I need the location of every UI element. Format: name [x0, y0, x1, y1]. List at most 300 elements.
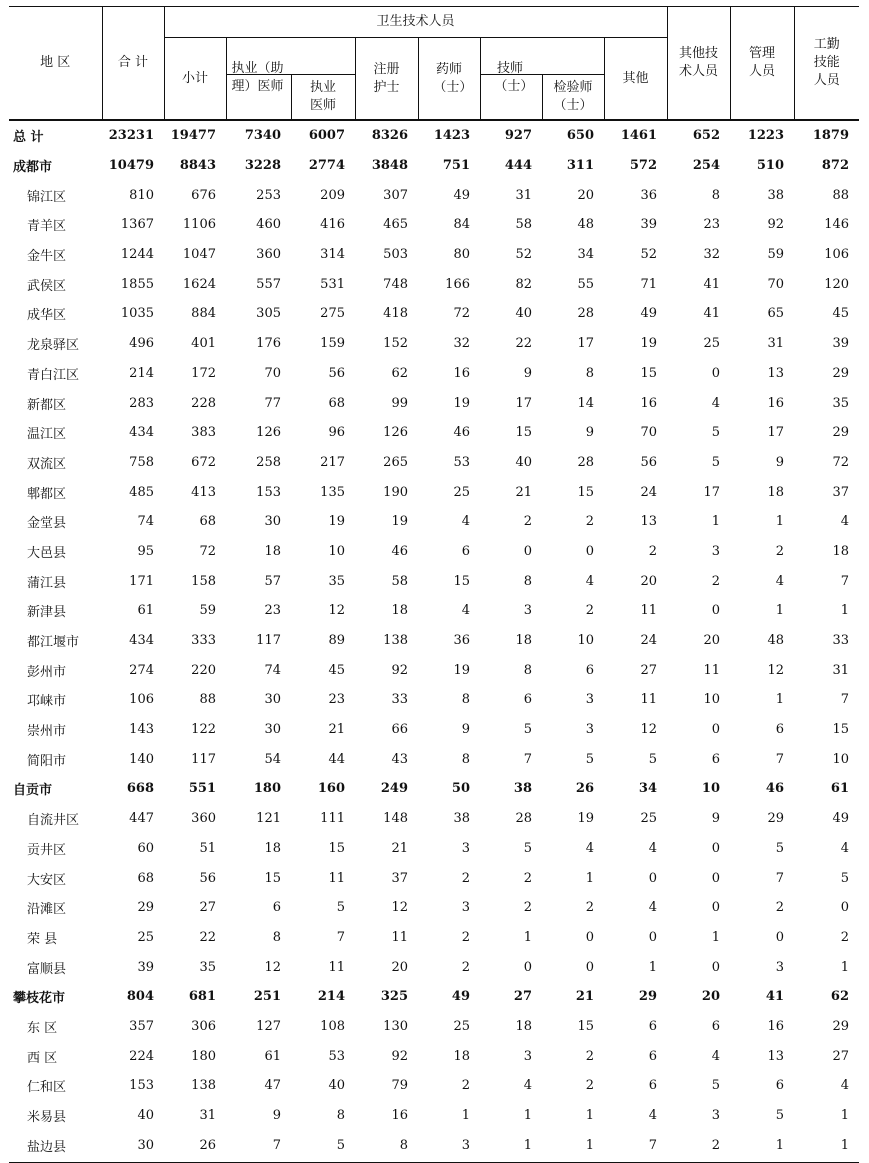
- table-cell: 7: [775, 870, 785, 886]
- table-cell: 10: [577, 633, 594, 649]
- table-cell: 2: [585, 900, 594, 916]
- table-cell: 6: [775, 1078, 785, 1094]
- table-cell: 6: [461, 543, 470, 559]
- table-cell: 5: [523, 722, 532, 738]
- table-cell: 8: [272, 929, 281, 945]
- table-row: [9, 863, 859, 893]
- table-cell: 16: [767, 395, 785, 411]
- table-cell: 3: [461, 840, 470, 856]
- table-cell: 9: [711, 811, 721, 827]
- table-cell: 140: [129, 751, 154, 767]
- table-cell: 29: [767, 811, 785, 827]
- table-cell: 12: [391, 900, 408, 916]
- table-cell: 29: [137, 900, 154, 916]
- table-cell: 413: [191, 484, 216, 500]
- table-body: [9, 120, 859, 1160]
- table-cell: 17: [577, 336, 594, 352]
- header-manager: 管理人员: [730, 7, 794, 120]
- header-nurse: 注册护士: [355, 38, 418, 121]
- table-cell: 8: [399, 1137, 408, 1153]
- table-cell: 6: [775, 722, 785, 738]
- table-cell: 4: [648, 840, 658, 856]
- table-cell: 0: [585, 929, 594, 945]
- region-name: 双流区: [27, 456, 67, 472]
- table-cell: 927: [504, 128, 532, 144]
- table-row: [9, 744, 859, 774]
- table-cell: 1: [585, 1137, 594, 1153]
- header-other: 其他: [604, 38, 667, 121]
- table-cell: 74: [137, 514, 154, 530]
- table-cell: 8: [336, 1108, 345, 1124]
- table-cell: 35: [328, 573, 345, 589]
- region-name: 青白江区: [27, 367, 80, 383]
- table-cell: 24: [640, 484, 658, 500]
- table-cell: 214: [129, 365, 154, 381]
- table-cell: 3: [461, 900, 470, 916]
- table-row: [9, 537, 859, 567]
- table-cell: 360: [191, 811, 216, 827]
- table-cell: 1: [775, 692, 785, 708]
- table-cell: 6007: [308, 128, 345, 144]
- table-cell: 21: [515, 484, 532, 500]
- table-cell: 10: [701, 781, 721, 797]
- table-cell: 74: [264, 662, 281, 678]
- table-row: [9, 596, 859, 626]
- table-cell: 17: [515, 395, 532, 411]
- table-cell: 22: [199, 929, 216, 945]
- region-name: 盐边县: [27, 1139, 67, 1155]
- table-cell: 681: [188, 989, 216, 1005]
- table-cell: 68: [328, 395, 345, 411]
- table-cell: 4: [585, 573, 594, 589]
- table-row: [9, 655, 859, 685]
- table-cell: 23: [328, 692, 345, 708]
- table-cell: 0: [648, 870, 658, 886]
- table-cell: 30: [137, 1137, 154, 1153]
- region-name: 金堂县: [27, 516, 67, 532]
- table-cell: 7: [272, 1137, 281, 1153]
- table-cell: 56: [640, 454, 658, 470]
- table-cell: 34: [638, 781, 658, 797]
- table-cell: 106: [824, 247, 850, 263]
- table-cell: 1: [648, 959, 658, 975]
- table-cell: 25: [703, 336, 721, 352]
- table-cell: 72: [199, 543, 216, 559]
- table-cell: 758: [129, 454, 154, 470]
- table-cell: 9: [585, 425, 594, 441]
- table-cell: 176: [256, 336, 281, 352]
- table-cell: 39: [640, 217, 658, 233]
- table-cell: 49: [453, 187, 470, 203]
- table-cell: 0: [523, 959, 532, 975]
- table-cell: 1461: [620, 128, 658, 144]
- table-cell: 4: [840, 1078, 850, 1094]
- table-cell: 61: [830, 781, 850, 797]
- table-cell: 38: [453, 811, 470, 827]
- table-row: [9, 834, 859, 864]
- table-cell: 19: [640, 336, 658, 352]
- table-cell: 11: [640, 603, 658, 619]
- table-cell: 496: [129, 336, 154, 352]
- region-name: 贡井区: [27, 842, 67, 858]
- table-cell: 383: [191, 425, 216, 441]
- table-cell: 41: [703, 276, 721, 292]
- table-cell: 19: [577, 811, 594, 827]
- table-cell: 10479: [108, 158, 154, 174]
- table-cell: 2774: [308, 158, 345, 174]
- region-name: 都江堰市: [27, 635, 80, 651]
- table-cell: 6: [585, 662, 594, 678]
- table-cell: 45: [328, 662, 345, 678]
- table-cell: 306: [191, 1018, 216, 1034]
- table-cell: 40: [515, 306, 532, 322]
- table-cell: 4: [648, 1108, 658, 1124]
- table-cell: 25: [453, 484, 470, 500]
- table-cell: 3: [711, 543, 721, 559]
- table-cell: 18: [264, 840, 281, 856]
- table-cell: 0: [711, 840, 721, 856]
- table-cell: 2: [648, 543, 658, 559]
- table-cell: 0: [585, 543, 594, 559]
- table-cell: 1223: [747, 128, 785, 144]
- table-cell: 333: [191, 633, 216, 649]
- table-cell: 13: [767, 365, 785, 381]
- table-cell: 47: [264, 1078, 281, 1094]
- region-name: 荣 县: [27, 931, 58, 947]
- table-cell: 31: [515, 187, 532, 203]
- table-cell: 217: [320, 454, 345, 470]
- table-cell: 2: [585, 1078, 594, 1094]
- region-name: 彭州市: [27, 664, 67, 680]
- table-cell: 416: [320, 217, 345, 233]
- table-cell: 126: [383, 425, 408, 441]
- table-cell: 33: [391, 692, 408, 708]
- table-cell: 360: [256, 247, 281, 263]
- table-cell: 18: [515, 1018, 532, 1034]
- table-cell: 138: [191, 1078, 216, 1094]
- table-cell: 265: [383, 454, 408, 470]
- table-cell: 5: [336, 1137, 345, 1153]
- table-cell: 275: [320, 306, 345, 322]
- table-cell: 9: [523, 365, 532, 381]
- table-cell: 32: [453, 336, 470, 352]
- staff-table: [9, 7, 859, 1160]
- table-cell: 5: [775, 840, 785, 856]
- table-row: [9, 893, 859, 923]
- table-cell: 190: [383, 484, 408, 500]
- table-cell: 27: [832, 1048, 850, 1064]
- header-worker: 工勤技能人员: [813, 37, 840, 88]
- table-cell: 6: [711, 1018, 721, 1034]
- header-technician: 技师（士）: [480, 38, 604, 75]
- table-cell: 676: [191, 187, 216, 203]
- table-cell: 2: [711, 573, 721, 589]
- table-cell: 465: [383, 217, 408, 233]
- table-cell: 748: [383, 276, 408, 292]
- table-cell: 274: [129, 662, 154, 678]
- table-cell: 49: [832, 811, 850, 827]
- table-cell: 122: [191, 722, 216, 738]
- region-name: 大邑县: [27, 545, 67, 561]
- region-name: 东 区: [27, 1020, 58, 1036]
- table-cell: 872: [821, 158, 850, 174]
- table-cell: 11: [703, 662, 721, 678]
- table-cell: 1624: [182, 276, 216, 292]
- table-cell: 12: [328, 603, 345, 619]
- table-cell: 21: [391, 840, 408, 856]
- table-cell: 311: [566, 158, 594, 174]
- table-cell: 34: [577, 247, 594, 263]
- header-health-tech: 卫生技术人员: [164, 7, 667, 38]
- table-cell: 6: [523, 692, 532, 708]
- table-cell: 5: [711, 1078, 721, 1094]
- table-cell: 0: [775, 929, 785, 945]
- region-name: 蒲江县: [27, 575, 67, 591]
- table-cell: 38: [513, 781, 532, 797]
- table-row: [9, 982, 859, 1012]
- table-cell: 77: [264, 395, 281, 411]
- table-cell: 11: [391, 929, 408, 945]
- table-cell: 46: [765, 781, 785, 797]
- table-cell: 804: [126, 989, 154, 1005]
- table-row: [9, 448, 859, 478]
- table-cell: 153: [129, 1078, 154, 1094]
- table-cell: 23231: [108, 128, 154, 144]
- table-cell: 159: [320, 336, 345, 352]
- region-name: 武侯区: [27, 278, 67, 294]
- table-cell: 418: [383, 306, 408, 322]
- table-cell: 2: [461, 929, 470, 945]
- table-cell: 4: [648, 900, 658, 916]
- table-cell: 1106: [182, 217, 216, 233]
- table-cell: 38: [767, 187, 785, 203]
- table-cell: 15: [577, 484, 594, 500]
- table-cell: 15: [577, 1018, 594, 1034]
- region-name: 邛崃市: [27, 694, 67, 710]
- table-cell: 2: [775, 900, 785, 916]
- table-cell: 41: [765, 989, 785, 1005]
- table-cell: 0: [523, 543, 532, 559]
- region-name: 沿滩区: [27, 902, 67, 918]
- table-row: [9, 180, 859, 210]
- table-cell: 60: [137, 840, 154, 856]
- table-cell: 2: [585, 603, 594, 619]
- table-cell: 4: [840, 840, 850, 856]
- header-practicing: 执业医师: [291, 75, 355, 121]
- table-cell: 20: [640, 573, 658, 589]
- table-cell: 31: [832, 662, 850, 678]
- table-cell: 18: [832, 543, 850, 559]
- table-row: [9, 1012, 859, 1042]
- table-cell: 2: [585, 1048, 594, 1064]
- table-cell: 146: [824, 217, 850, 233]
- region-name: 青羊区: [27, 219, 67, 235]
- table-cell: 31: [199, 1108, 216, 1124]
- table-cell: 37: [391, 870, 408, 886]
- table-cell: 57: [264, 573, 281, 589]
- table-cell: 37: [832, 484, 850, 500]
- table-cell: 130: [383, 1018, 408, 1034]
- table-cell: 92: [391, 662, 408, 678]
- table-cell: 510: [756, 158, 785, 174]
- table-cell: 2: [840, 929, 850, 945]
- table-cell: 8: [523, 662, 532, 678]
- table-cell: 160: [317, 781, 345, 797]
- table-cell: 29: [832, 425, 850, 441]
- table-cell: 4: [585, 840, 594, 856]
- table-row: [9, 329, 859, 359]
- table-cell: 180: [191, 1048, 216, 1064]
- table-cell: 48: [767, 633, 785, 649]
- table-cell: 53: [328, 1048, 345, 1064]
- table-cell: 8: [523, 573, 532, 589]
- table-cell: 1855: [120, 276, 154, 292]
- table-cell: 3: [461, 1137, 470, 1153]
- table-cell: 68: [137, 870, 154, 886]
- table-cell: 84: [453, 217, 470, 233]
- table-cell: 0: [840, 900, 850, 916]
- table-row: [9, 120, 859, 151]
- table-cell: 1: [711, 929, 721, 945]
- table-cell: 58: [515, 217, 532, 233]
- table-cell: 62: [391, 365, 408, 381]
- region-name: 攀枝花市: [13, 991, 66, 1007]
- table-cell: 108: [320, 1018, 345, 1034]
- region-name: 米易县: [27, 1110, 67, 1126]
- table-cell: 106: [129, 692, 154, 708]
- table-cell: 40: [137, 1108, 154, 1124]
- table-cell: 58: [391, 573, 408, 589]
- table-cell: 258: [256, 454, 281, 470]
- table-cell: 40: [328, 1078, 345, 1094]
- table-cell: 4: [711, 1048, 721, 1064]
- region-name: 成华区: [27, 308, 67, 324]
- table-cell: 126: [256, 425, 281, 441]
- table-cell: 3228: [244, 158, 281, 174]
- table-cell: 92: [767, 217, 785, 233]
- table-cell: 1: [775, 1137, 785, 1153]
- header-total: 合 计: [102, 7, 164, 120]
- table-cell: 51: [199, 840, 216, 856]
- table-cell: 19: [453, 395, 470, 411]
- table-cell: 650: [566, 128, 594, 144]
- table-row: [9, 507, 859, 537]
- region-name: 总 计: [13, 130, 44, 146]
- table-cell: 152: [383, 336, 408, 352]
- table-cell: 214: [317, 989, 345, 1005]
- table-cell: 158: [191, 573, 216, 589]
- table-cell: 884: [191, 306, 216, 322]
- table-cell: 21: [575, 989, 594, 1005]
- table-cell: 49: [640, 306, 658, 322]
- table-cell: 82: [515, 276, 532, 292]
- table-cell: 10: [832, 751, 850, 767]
- table-cell: 28: [577, 454, 594, 470]
- region-name: 温江区: [27, 427, 67, 443]
- table-cell: 19477: [170, 128, 216, 144]
- table-cell: 26: [199, 1137, 216, 1153]
- region-name: 崇州市: [27, 724, 67, 740]
- table-cell: 27: [513, 989, 532, 1005]
- table-cell: 120: [824, 276, 850, 292]
- table-cell: 551: [188, 781, 216, 797]
- table-cell: 9: [775, 454, 785, 470]
- table-cell: 3: [585, 692, 594, 708]
- table-cell: 35: [832, 395, 850, 411]
- table-cell: 22: [515, 336, 532, 352]
- table-cell: 36: [453, 633, 470, 649]
- table-cell: 325: [380, 989, 408, 1005]
- table-cell: 2: [461, 870, 470, 886]
- table-cell: 19: [328, 514, 345, 530]
- table-cell: 6: [648, 1078, 658, 1094]
- table-cell: 12: [264, 959, 281, 975]
- table-cell: 503: [383, 247, 408, 263]
- table-cell: 2: [585, 514, 594, 530]
- table-cell: 46: [453, 425, 470, 441]
- table-cell: 1047: [182, 247, 216, 263]
- table-cell: 1035: [120, 306, 154, 322]
- region-name: 自贡市: [13, 783, 53, 799]
- table-cell: 4: [461, 603, 470, 619]
- table-cell: 13: [640, 514, 658, 530]
- table-cell: 1: [585, 870, 594, 886]
- table-cell: 1: [523, 929, 532, 945]
- table-cell: 117: [256, 633, 281, 649]
- table-cell: 209: [320, 187, 345, 203]
- table-cell: 50: [451, 781, 470, 797]
- table-cell: 305: [256, 306, 281, 322]
- table-cell: 11: [328, 870, 345, 886]
- table-cell: 29: [832, 365, 850, 381]
- table-cell: 11: [328, 959, 345, 975]
- table-cell: 32: [703, 247, 721, 263]
- table-cell: 20: [703, 633, 721, 649]
- table-cell: 20: [701, 989, 721, 1005]
- table-row: [9, 715, 859, 745]
- table-cell: 2: [523, 870, 532, 886]
- table-cell: 5: [775, 1108, 785, 1124]
- table-cell: 23: [703, 217, 721, 233]
- table-cell: 153: [256, 484, 281, 500]
- table-cell: 80: [453, 247, 470, 263]
- table-cell: 6: [272, 900, 281, 916]
- table-cell: 52: [515, 247, 532, 263]
- table-cell: 18: [391, 603, 408, 619]
- table-row: [9, 388, 859, 418]
- table-cell: 0: [711, 900, 721, 916]
- table-cell: 21: [328, 722, 345, 738]
- header-region: 地 区: [9, 7, 102, 120]
- table-cell: 16: [391, 1108, 408, 1124]
- table-row: [9, 952, 859, 982]
- region-name: 新津县: [27, 605, 67, 621]
- staff-table-container: [9, 7, 859, 1160]
- table-cell: 11: [640, 692, 658, 708]
- table-cell: 12: [767, 662, 785, 678]
- table-cell: 30: [264, 514, 281, 530]
- table-cell: 251: [253, 989, 281, 1005]
- table-cell: 1: [523, 1108, 532, 1124]
- table-header: [9, 7, 859, 120]
- table-cell: 121: [256, 811, 281, 827]
- table-row: [9, 1130, 859, 1160]
- table-cell: 228: [191, 395, 216, 411]
- table-cell: 56: [199, 870, 216, 886]
- table-cell: 92: [391, 1048, 408, 1064]
- table-cell: 10: [328, 543, 345, 559]
- table-cell: 62: [830, 989, 850, 1005]
